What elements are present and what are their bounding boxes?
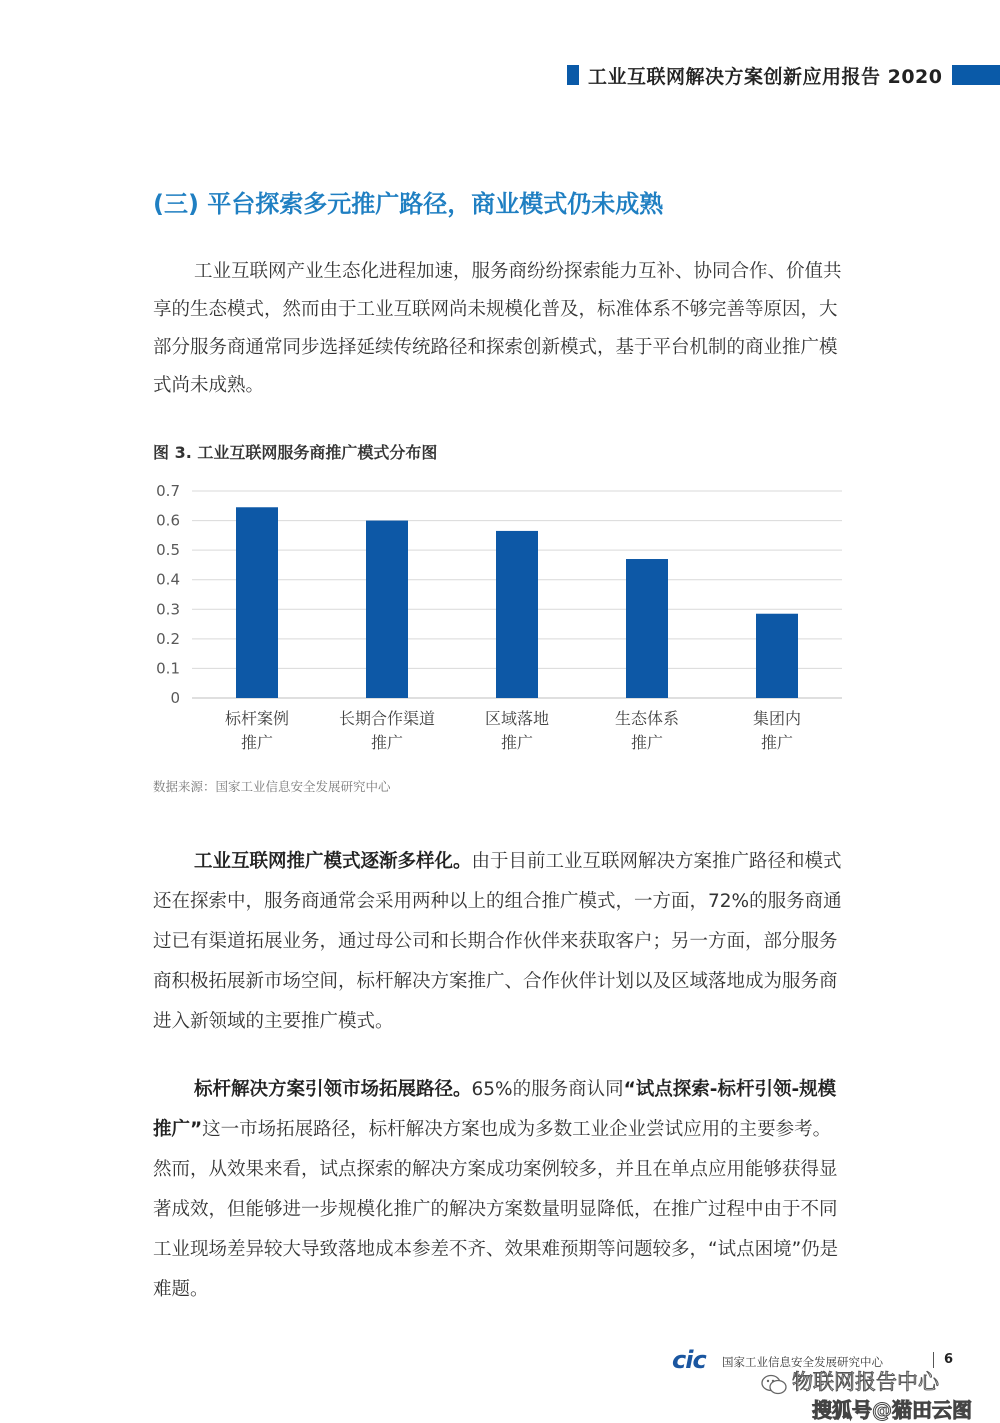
chart-y-axis [156,482,180,707]
chart-x-axis [225,709,801,752]
bar [756,614,798,698]
bar [626,559,668,698]
y-tick-label: 0.2 [156,629,180,648]
report-title: 工业互联网解决方案创新应用报告 2020 [588,66,943,88]
y-tick-label: 0 [170,689,180,707]
bar [496,531,538,698]
footer-organization: 国家工业信息安全发展研究中心 [722,1355,883,1369]
y-tick-label: 0.5 [156,541,180,560]
header-accent-bar-left [567,65,579,85]
x-tick-label: 推广 [760,733,794,752]
page-footer [0,1340,1000,1420]
x-tick-label: 生态体系 [614,709,680,728]
cic-logo: cic [672,1346,706,1374]
paragraph-text: 由于目前工业互联网解决方案推广路径和模式还在探索中，服务商通常会采用两种以上的组合推广模式，一方面，72%的服务商通过已有渠道拓展业务，通过母公司和长期合作伙伴来获取客户；另一方面，部分服务商积极拓展新市场空间，标杆解决方案推广、合作伙伴计划以及区域落地成为服务商进入新领域的主要推广模式。 [153,851,842,1032]
page-number: 6 [944,1352,954,1367]
bar [236,507,278,698]
paragraph-text: 65%的服务商认同 [471,1079,624,1100]
watermark-account: 搜狐号@猫田云图 [812,1398,972,1422]
y-tick-label: 0.4 [156,570,180,589]
paragraph-quote: “试点探索-标杆引领-规模推广” [153,1079,837,1140]
wechat-icon [760,1373,788,1397]
paragraph-text: 这一市场拓展路径，标杆解决方案也成为多数工业企业尝试应用的主要参考。然而，从效果来看，试点探索的解决方案成功案例较多，并且在单点应用能够获得显著成效，但能够进一步规模化推广的解决方案数量明显降低，在推广过程中由于不同工业现场差异较大导致落地成本参差不齐、效果难预期等问题较多，“试点困境”仍是难题。 [153,1119,839,1300]
paragraph-benchmark [153,1070,846,1310]
paragraph-lead: 标杆解决方案引领市场拓展路径。 [194,1079,472,1100]
paragraph-text: 工业互联网产业生态化进程加速，服务商纷纷探索能力互补、协同合作、价值共享的生态模式，然而由于工业互联网尚未规模化普及，标准体系不够完善等原因，大部分服务商通常同步选择延续传统路径和探索创新模式，基于平台机制的商业推广模式尚未成熟。 [153,261,842,396]
y-tick-label: 0.3 [156,600,180,619]
figure-caption: 图 3. 工业互联网服务商推广模式分布图 [153,443,438,462]
bar [366,521,408,698]
y-tick-label: 0.1 [156,659,180,678]
x-tick-label: 推广 [500,733,534,752]
bar-chart [150,478,850,758]
x-tick-label: 推广 [370,733,404,752]
watermark-text: 物联网报告中心 [792,1370,939,1394]
x-tick-label: 推广 [240,733,274,752]
chart-bars [236,507,798,698]
y-tick-label: 0.7 [156,482,180,500]
section-heading: (三) 平台探索多元推广路径，商业模式仍未成熟 [153,190,664,218]
x-tick-label: 区域落地 [484,709,550,728]
paragraph-diversification [153,842,846,1042]
x-tick-label: 标杆案例 [224,709,290,728]
data-source-note: 数据来源：国家工业信息安全发展研究中心 [153,779,391,794]
y-tick-label: 0.6 [156,511,180,530]
paragraph-lead: 工业互联网推广模式逐渐多样化。 [194,851,472,872]
header-accent-bar-right [952,65,1000,85]
x-tick-label: 集团内 [752,709,802,728]
paragraph-intro [153,253,846,405]
x-tick-label: 长期合作渠道 [338,709,436,728]
x-tick-label: 推广 [630,733,664,752]
